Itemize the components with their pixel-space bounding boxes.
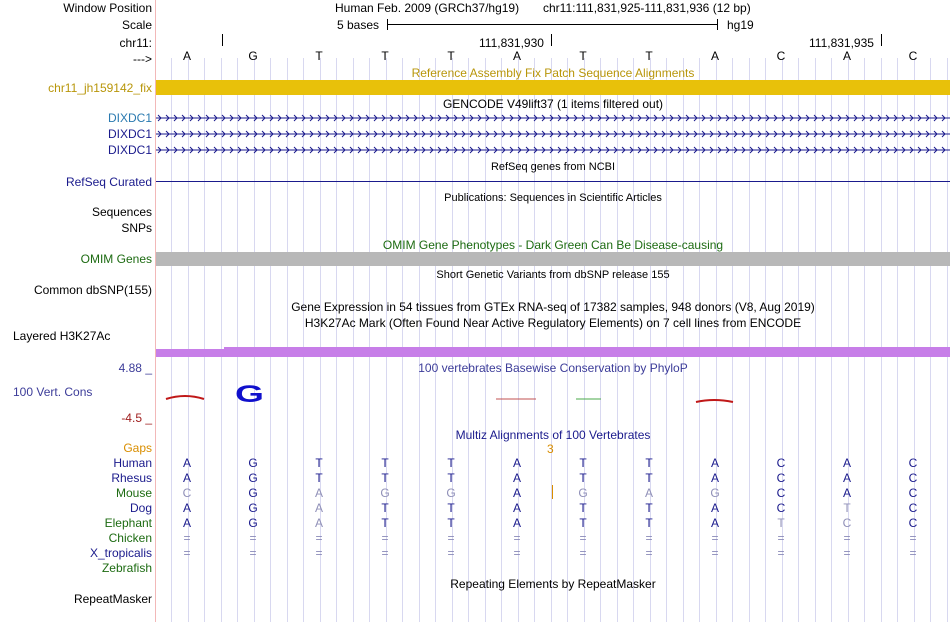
track-label-omim[interactable]: OMIM Genes — [80, 252, 152, 266]
alignment-base: T — [447, 471, 455, 485]
alignment-base: G — [248, 486, 258, 500]
dbsnp-track-title: Short Genetic Variants from dbSNP release 155 — [436, 269, 670, 281]
alignment-base: = — [315, 546, 323, 560]
alignment-base: G — [248, 501, 258, 515]
alignment-base: A — [842, 471, 851, 485]
alignment-base: A — [182, 456, 191, 470]
alignment-base: T — [843, 501, 851, 515]
reference-base: T — [645, 49, 653, 63]
alignment-base: A — [314, 516, 323, 530]
alignment-base: G — [446, 486, 456, 500]
alignment-base: C — [908, 471, 918, 485]
alignment-base: A — [512, 471, 521, 485]
alignment-base: G — [248, 456, 258, 470]
alignment-base: = — [843, 546, 851, 560]
alignment-base: A — [710, 501, 719, 515]
scale-label: Scale — [121, 18, 152, 32]
scale-bar-left-tick — [387, 19, 388, 30]
track-label-gencode-1[interactable]: DIXDC1 — [107, 111, 152, 125]
alignment-base: = — [711, 531, 719, 545]
track-data-area[interactable] — [156, 0, 950, 622]
alignment-base: = — [249, 531, 257, 545]
species-label[interactable]: Chicken — [108, 531, 152, 545]
track-label-repeatmasker[interactable]: RepeatMasker — [73, 592, 152, 606]
species-label[interactable]: Elephant — [104, 516, 152, 530]
refseq-gene-line[interactable] — [156, 181, 950, 182]
alignment-base: = — [579, 531, 587, 545]
track-label-sequences[interactable]: Sequences — [91, 205, 152, 219]
alignment-base: C — [776, 501, 786, 515]
alignment-base: C — [182, 486, 192, 500]
alignment-base: = — [381, 546, 389, 560]
alignment-base: A — [710, 516, 719, 530]
alignment-base: C — [776, 471, 786, 485]
chrom-label: chr11: — [119, 36, 152, 50]
alignment-base: = — [249, 546, 257, 560]
alignment-base: C — [776, 456, 786, 470]
alignment-base: A — [314, 501, 323, 515]
coord-label-1: 111,831,930 — [479, 36, 544, 50]
alignment-base: G — [578, 486, 588, 500]
omim-feature-bar[interactable] — [156, 252, 950, 266]
db-text: hg19 — [727, 18, 754, 32]
alignment-base: = — [315, 531, 323, 545]
scale-bar-right-tick — [717, 19, 718, 30]
alignment-base: = — [843, 531, 851, 545]
alignment-base: A — [512, 501, 521, 515]
h3k27ac-signal-main[interactable] — [224, 347, 950, 357]
alignment-base: A — [512, 516, 521, 530]
track-label-snps[interactable]: SNPs — [121, 221, 152, 235]
refseq-track-title: RefSeq genes from NCBI — [490, 161, 616, 173]
alignment-base: T — [579, 501, 587, 515]
phylop-logo-g: G — [235, 380, 264, 408]
strand-label: ---> — [133, 52, 152, 66]
phylop-graph[interactable] — [156, 378, 950, 408]
track-label-column — [0, 0, 155, 622]
reference-base: T — [381, 49, 389, 63]
coord-tick-2 — [551, 34, 552, 46]
alignment-base: T — [645, 516, 653, 530]
scale-bar-line — [387, 24, 718, 25]
alignment-base: T — [645, 501, 653, 515]
reference-base: A — [512, 49, 521, 63]
alignment-base: C — [908, 516, 918, 530]
alignment-base: = — [645, 546, 653, 560]
coord-label-2: 111,831,935 — [809, 36, 874, 50]
alignment-base: T — [381, 456, 389, 470]
alignment-base: = — [711, 546, 719, 560]
alignment-base: T — [447, 501, 455, 515]
alignment-base: T — [381, 516, 389, 530]
gencode-gene-2[interactable] — [156, 127, 950, 141]
phylop-min-label: -4.5 _ — [121, 411, 152, 425]
alignment-base: G — [380, 486, 390, 500]
track-label-gencode-2[interactable]: DIXDC1 — [107, 127, 152, 141]
h3k27ac-track-title: H3K27Ac Mark (Often Found Near Active Regulatory Elements) on 7 cell lines from ENCODE — [304, 316, 802, 330]
alignment-base: = — [909, 546, 917, 560]
alignment-base: = — [381, 531, 389, 545]
alignment-base: = — [579, 546, 587, 560]
coord-tick-3 — [881, 34, 882, 46]
alignment-base: = — [777, 546, 785, 560]
alignment-base: T — [447, 456, 455, 470]
alignment-base: A — [182, 471, 191, 485]
alignment-base: C — [842, 516, 852, 530]
species-label[interactable]: X_tropicalis — [89, 546, 152, 560]
track-label-dbsnp[interactable]: Common dbSNP(155) — [33, 283, 152, 297]
reference-base: G — [248, 49, 258, 63]
reference-base: C — [908, 49, 918, 63]
coord-tick-1 — [222, 34, 223, 46]
reference-base: T — [447, 49, 455, 63]
alignment-base: A — [512, 486, 521, 500]
alignment-base: A — [512, 456, 521, 470]
alignment-base: T — [645, 471, 653, 485]
gencode-gene-1[interactable] — [156, 111, 950, 125]
omim-track-title: OMIM Gene Phenotypes - Dark Green Can Be Disease-causing — [382, 238, 724, 252]
alignment-base: = — [645, 531, 653, 545]
window-position-label: Window Position — [63, 1, 152, 15]
alignment-base: G — [248, 471, 258, 485]
alignment-base: A — [182, 516, 191, 530]
alignment-base: T — [315, 456, 323, 470]
gencode-gene-3[interactable] — [156, 143, 950, 157]
reference-base: T — [579, 49, 587, 63]
fix-patch-feature-bar[interactable] — [156, 80, 950, 95]
reference-base: T — [315, 49, 323, 63]
publications-track-title: Publications: Sequences in Scientific Articles — [444, 192, 662, 204]
phylop-track-title: 100 vertebrates Basewise Conservation by PhyloP — [418, 361, 688, 375]
alignment-base: C — [908, 456, 918, 470]
multiz-track-title: Multiz Alignments of 100 Vertebrates — [455, 428, 651, 442]
species-label[interactable]: Dog — [129, 501, 152, 515]
alignment-base: C — [908, 486, 918, 500]
species-label[interactable]: Rhesus — [111, 471, 152, 485]
alignment-base: T — [579, 471, 587, 485]
track-label-gaps[interactable]: Gaps — [123, 441, 152, 455]
repeatmasker-track-title: Repeating Elements by RepeatMasker — [450, 577, 656, 591]
alignment-base: = — [447, 531, 455, 545]
track-label-fix-patch[interactable]: chr11_jh159142_fix — [48, 81, 152, 95]
alignment-base: T — [579, 516, 587, 530]
alignment-base: T — [315, 471, 323, 485]
reference-base: C — [776, 49, 786, 63]
alignment-base: T — [381, 471, 389, 485]
alignment-base: T — [447, 516, 455, 530]
alignment-base: = — [909, 531, 917, 545]
track-label-phylop[interactable]: 100 Vert. Cons — [13, 385, 93, 399]
reference-base: A — [842, 49, 851, 63]
species-label[interactable]: Mouse — [115, 486, 152, 500]
alignment-base: G — [710, 486, 720, 500]
alignment-base: G — [248, 516, 258, 530]
alignment-base: = — [513, 546, 521, 560]
alignment-base: A — [842, 486, 851, 500]
alignment-base: T — [645, 456, 653, 470]
alignment-base: = — [447, 546, 455, 560]
alignment-base: A — [644, 486, 653, 500]
alignment-base: A — [710, 456, 719, 470]
phylop-peak-a — [166, 396, 204, 399]
alignment-base: T — [777, 516, 785, 530]
alignment-base: T — [381, 501, 389, 515]
alignment-base: = — [777, 531, 785, 545]
alignment-base: = — [183, 546, 191, 560]
gtex-track-title: Gene Expression in 54 tissues from GTEx RNA-seq of 17382 samples, 948 donors (V8, Aug 2019) — [291, 300, 815, 314]
alignment-base: A — [182, 501, 191, 515]
alignment-base: = — [513, 531, 521, 545]
gap-count: 3 — [547, 442, 554, 456]
species-label[interactable]: Human — [113, 456, 152, 470]
gap-marker — [552, 485, 553, 499]
alignment-base: C — [776, 486, 786, 500]
position-text: chr11:111,831,925-111,831,936 (12 bp) — [543, 1, 751, 15]
h3k27ac-signal-left[interactable] — [156, 349, 224, 357]
assembly-text: Human Feb. 2009 (GRCh37/hg19) — [335, 1, 520, 15]
alignment-base: = — [183, 531, 191, 545]
track-label-h3k27ac[interactable]: Layered H3K27Ac — [13, 329, 111, 343]
phylop-max-label: 4.88 _ — [118, 361, 152, 375]
alignment-base: A — [710, 471, 719, 485]
alignment-base: T — [579, 456, 587, 470]
track-label-gencode-3[interactable]: DIXDC1 — [107, 143, 152, 157]
alignment-base: A — [842, 456, 851, 470]
alignment-base: A — [314, 486, 323, 500]
species-label[interactable]: Zebrafish — [101, 561, 152, 575]
phylop-peak-b — [696, 400, 733, 402]
reference-base: A — [182, 49, 191, 63]
fix-patch-track-title: Reference Assembly Fix Patch Sequence Alignments — [411, 66, 695, 80]
scale-text: 5 bases — [337, 18, 380, 32]
track-label-refseq[interactable]: RefSeq Curated — [65, 175, 152, 189]
gencode-track-title: GENCODE V49lift37 (1 items filtered out) — [442, 97, 664, 111]
alignment-base: C — [908, 501, 918, 515]
reference-base: A — [710, 49, 719, 63]
